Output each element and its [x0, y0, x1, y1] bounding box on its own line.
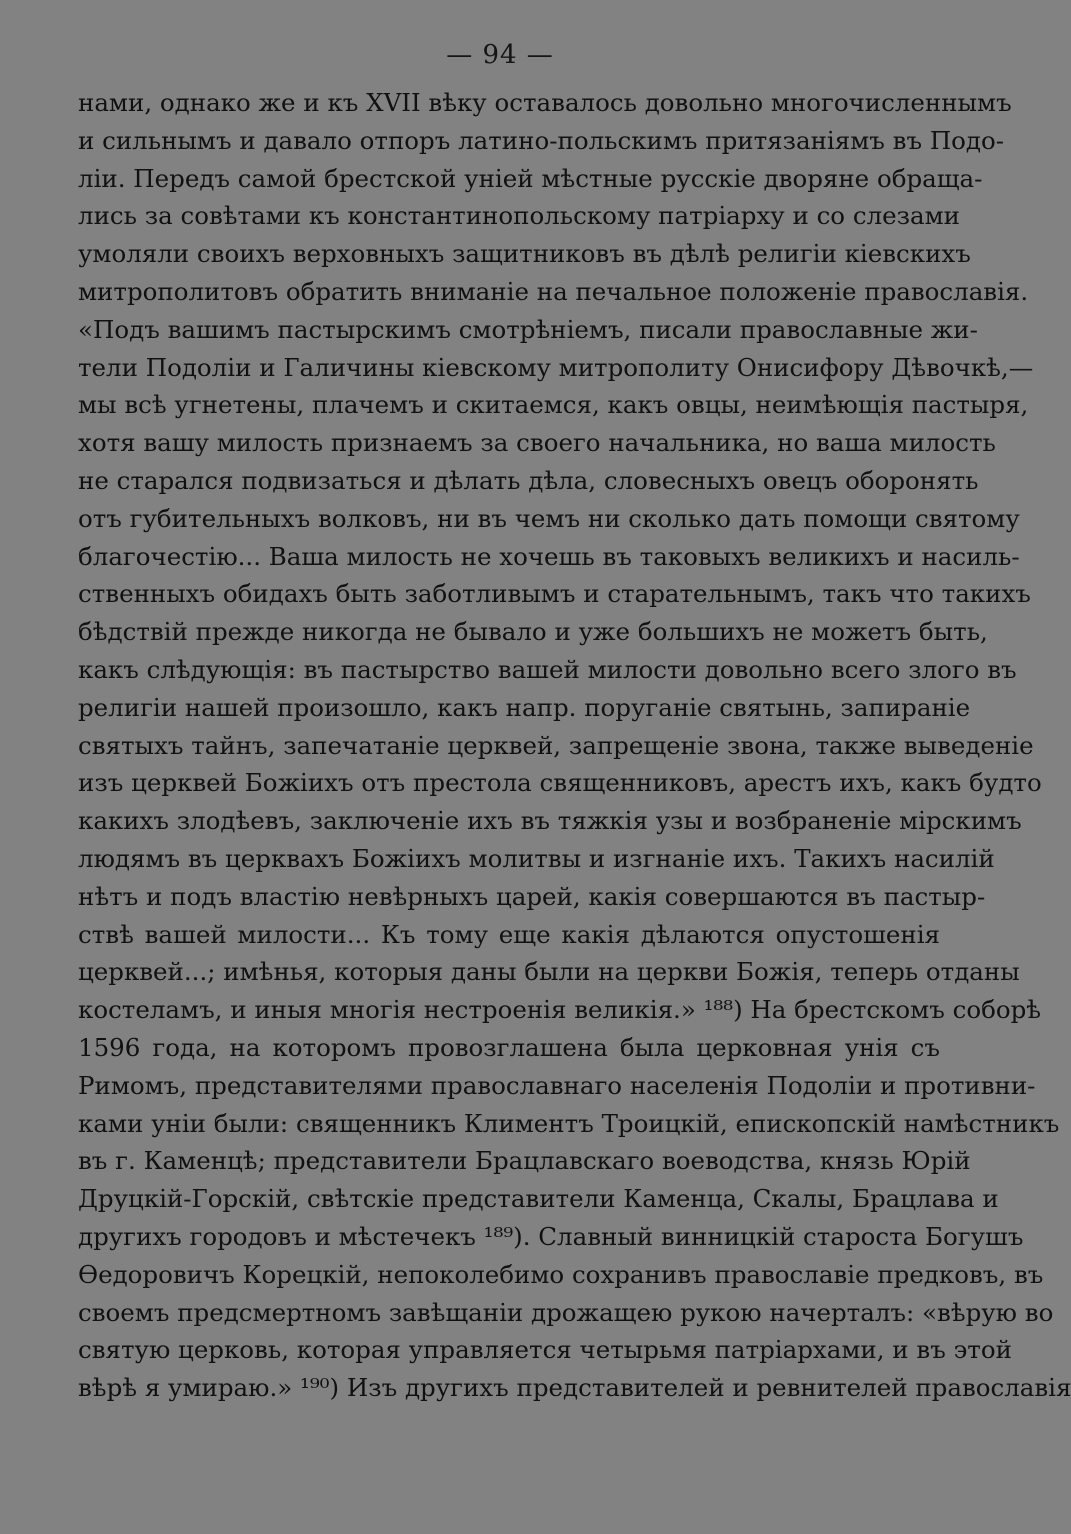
text-line: мы всѣ угнетены, плачемъ и скитаемся, какъ овцы, неимѣющія пастыря, — [78, 390, 1029, 420]
text-line: святыхъ тайнъ, запечатаніе церквей, запрещеніе звона, также выведеніе — [78, 730, 1034, 760]
text-line: другихъ городовъ и мѣстечекъ ¹⁸⁹). Славный винницкій староста Богушъ — [78, 1221, 1024, 1251]
text-line: нами, однако же и къ XVII вѣку оставалось довольно многочисленнымъ — [78, 88, 1012, 117]
text-line: 1596 года, на которомъ провозглашена была церковная унія съ — [78, 1032, 940, 1062]
text-line: не старался подвизаться и дѣлать дѣла, словесныхъ овецъ оборонять — [78, 465, 979, 495]
text-line: лись за совѣтами къ константинопольскому патріарху и со слезами — [78, 201, 960, 231]
text-line: костеламъ, и иныя многія нестроенія великія.» ¹⁸⁸) На брестскомъ соборѣ — [78, 995, 1042, 1025]
text-line: въ г. Каменцѣ; представители Брацлавскаго воеводства, князь Юрій — [78, 1146, 971, 1176]
text-line: ствѣ вашей милости... Къ тому еще какія дѣлаются опустошенія — [78, 919, 940, 949]
text-line: и сильнымъ и давало отпоръ латино-польскимъ притязаніямъ въ Подо- — [78, 125, 1005, 155]
text-line: Друцкій-Горскій, свѣтскіе представители Каменца, Скалы, Брацлава и — [78, 1184, 999, 1214]
text-line: ственныхъ обидахъ быть заботливымъ и старательнымъ, такъ что такихъ — [78, 579, 1031, 609]
text-line: нѣтъ и подъ властію невѣрныхъ царей, какія совершаются въ пастыр- — [78, 881, 986, 911]
text-line: благочестію... Ваша милость не хочешь въ таковыхъ великихъ и насиль- — [78, 541, 1020, 571]
text-line: людямъ въ церквахъ Божіихъ молитвы и изгнаніе ихъ. Такихъ насилій — [78, 843, 995, 873]
text-line: какъ слѣдующія: въ пастырство вашей милости довольно всего злого въ — [78, 654, 1017, 684]
text-line: ліи. Передъ самой брестской уніей мѣстные русскіе дворяне обраща- — [78, 163, 983, 193]
text-line: бѣдствій прежде никогда не бывало и уже большихъ не можетъ быть, — [78, 617, 988, 647]
text-line: церквей...; имѣнья, которыя даны были на церкви Божія, теперь отданы — [78, 957, 1020, 987]
text-line: изъ церквей Божіихъ отъ престола священниковъ, арестъ ихъ, какъ будто — [78, 768, 1042, 798]
text-line: святую церковь, которая управляется четырьмя патріархами, и въ этой — [78, 1335, 1012, 1365]
text-line: «Подъ вашимъ пастырскимъ смотрѣніемъ, писали православные жи- — [78, 314, 978, 344]
text-line: митрополитовъ обратить вниманіе на печальное положеніе православія. — [78, 276, 1029, 306]
text-line: своемъ предсмертномъ завѣщаніи дрожащею рукою начерталъ: «вѣрую во — [78, 1297, 1054, 1327]
text-line: религіи нашей произошло, какъ напр. поруганіе святынь, запираніе — [78, 692, 971, 722]
text-line: хотя вашу милость признаемъ за своего начальника, но ваша милость — [78, 428, 996, 458]
text-line: Римомъ, представителями православнаго населенія Подоліи и противни- — [78, 1070, 1036, 1100]
text-line: ками уніи были: священникъ Климентъ Троицкій, епископскій намѣстникъ — [78, 1108, 1060, 1138]
text-line: какихъ злодѣевъ, заключеніе ихъ въ тяжкія узы и возбраненіе мірскимъ — [78, 806, 1022, 836]
text-line: Ѳедоровичъ Корецкій, непоколебимо сохранивъ православіе предковъ, въ — [78, 1259, 1044, 1289]
text-line: умоляли своихъ верховныхъ защитниковъ въ дѣлѣ религіи кіевскихъ — [78, 239, 971, 269]
text-line: тели Подоліи и Галичины кіевскому митрополиту Онисифору Дѣвочкѣ,— — [78, 352, 1034, 382]
page-number: — 94 — — [446, 40, 554, 70]
text-line: отъ губительныхъ волковъ, ни въ чемъ ни сколько дать помощи святому — [78, 503, 1020, 533]
body-text — [78, 84, 1071, 1407]
text-line: вѣрѣ я умираю.» ¹⁹⁰) Изъ другихъ представителей и ревнителей православія — [78, 1373, 1071, 1403]
